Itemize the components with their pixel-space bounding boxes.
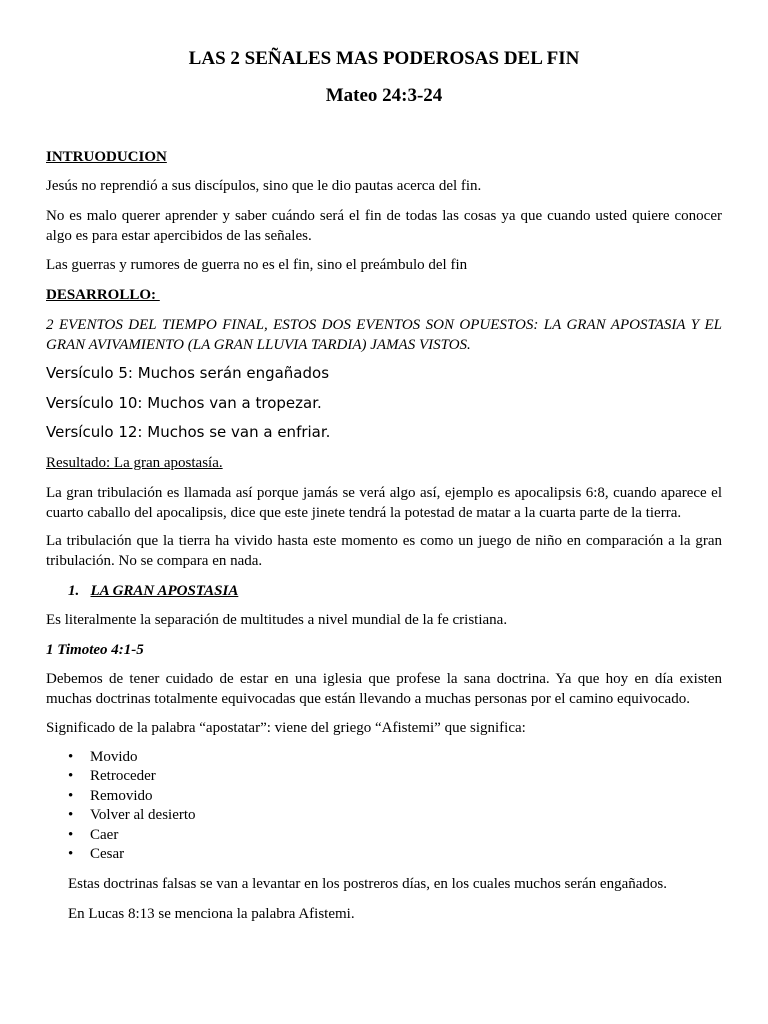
list-item: • Movido	[46, 748, 196, 767]
bullet-icon: •	[68, 807, 74, 824]
intro-paragraph-2: No es malo querer aprender y saber cuándo será el fin de todas las cosas ya que cuando usted quiere conocer algo es para estar apercibidos de las señales.	[46, 208, 722, 244]
bullet-icon: •	[68, 768, 74, 785]
apostasia-paragraph-4: Estas doctrinas falsas se van a levantar en los postreros días, en los cuales muchos serán engañados.	[68, 876, 667, 892]
bullet-icon: •	[68, 749, 74, 765]
bullet-icon: •	[68, 845, 74, 862]
intro-heading: INTRUODUCION	[46, 149, 167, 165]
bullet-icon: •	[68, 787, 74, 804]
apostasia-paragraph-1: Es literalmente la separación de multitudes a nivel mundial de la fe cristiana.	[46, 612, 508, 628]
bullet-icon: •	[68, 826, 74, 843]
scripture-reference: 1 Timoteo 4:1-5	[46, 642, 144, 658]
resultado-line: Resultado: La gran apostasía.	[46, 455, 223, 471]
list-item: • Caer	[46, 826, 196, 845]
list-item: • Volver al desierto	[46, 806, 196, 825]
list-item: • Removido	[46, 787, 196, 806]
desarrollo-heading: DESARROLLO:	[46, 287, 160, 303]
tribulacion-paragraph-1: La gran tribulación es llamada así porque jamás se verá algo así, ejemplo es apocalipsis 6:8, cuando aparece el cuarto caballo del apocalipsis, dice que este jinete tendrá la potestad de matar a la cuarta parte de la tierra.	[46, 485, 722, 521]
section-number: 1.	[68, 583, 80, 599]
verse-10-line: Versículo 10: Muchos van a tropezar.	[46, 394, 322, 412]
document-title: LAS 2 SEÑALES MAS PODEROSAS DEL FIN	[188, 48, 580, 69]
intro-paragraph-3: Las guerras y rumores de guerra no es el fin, sino el preámbulo del fin	[46, 257, 468, 273]
eventos-paragraph: 2 EVENTOS DEL TIEMPO FINAL, ESTOS DOS EVENTOS SON OPUESTOS: LA GRAN APOSTASIA Y EL GRAN AVIVAMIENTO (LA GRAN LLUVIA TARDIA) JAMAS VISTOS.	[46, 317, 722, 353]
tribulacion-paragraph-2: La tribulación que la tierra ha vivido hasta este momento es como un juego de niño en comparación a la gran tribulación. No se compara en nada.	[46, 533, 722, 569]
apostasia-paragraph-2: Debemos de tener cuidado de estar en una iglesia que profese la sana doctrina. Ya que hoy en día existen muchas doctrinas totalmente equivocadas que están llevando a muchas personas por el camino equivocado.	[46, 671, 722, 707]
verse-12-line: Versículo 12: Muchos se van a enfriar.	[46, 423, 331, 441]
section-1-heading	[68, 582, 722, 602]
apostasia-paragraph-3: Significado de la palabra “apostatar”: viene del griego “Afistemi” que significa:	[46, 720, 526, 736]
list-item: • Cesar	[46, 845, 196, 864]
intro-paragraph-1: Jesús no reprendió a sus discípulos, sino que le dio pautas acerca del fin.	[46, 178, 482, 194]
meaning-list	[46, 748, 196, 864]
document-subtitle: Mateo 24:3-24	[325, 85, 443, 106]
verse-5-line: Versículo 5: Muchos serán engañados	[46, 364, 330, 382]
list-item: • Retroceder	[46, 767, 196, 786]
apostasia-paragraph-5: En Lucas 8:13 se menciona la palabra Afistemi.	[68, 906, 355, 922]
section-title: LA GRAN APOSTASIA	[90, 583, 239, 599]
